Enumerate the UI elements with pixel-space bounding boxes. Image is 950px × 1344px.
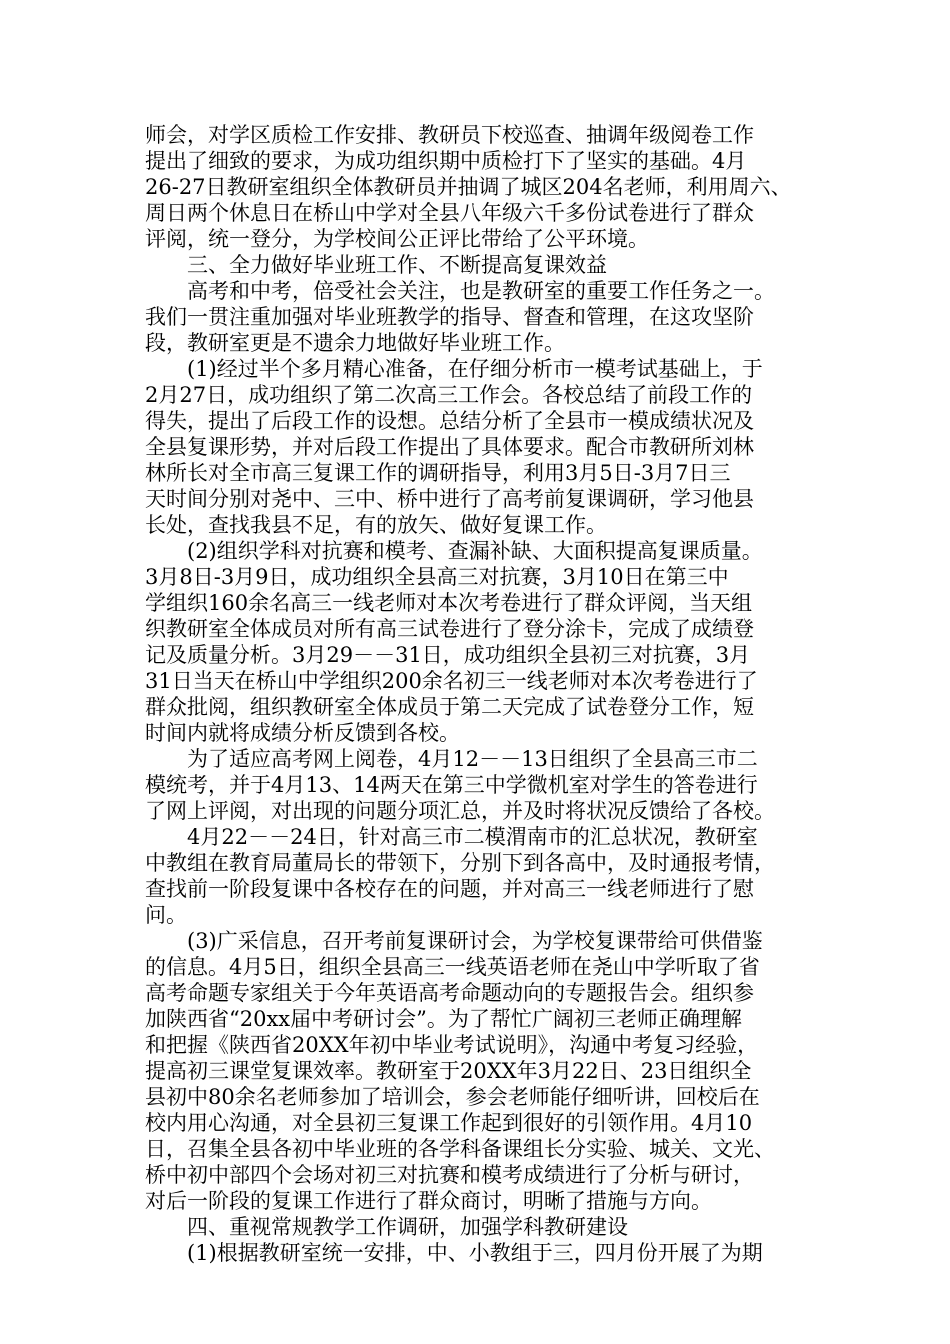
text-line: 林所长对全市高三复课工作的调研指导，利用3月5日-3月7日三 xyxy=(145,461,731,485)
text-line: 三、全力做好毕业班工作、不断提高复课效益 xyxy=(145,253,607,277)
paragraph xyxy=(145,746,835,824)
text-line: 了网上评阅，对出现的问题分项汇总，并及时将状况反馈给了各校。 xyxy=(145,799,775,823)
text-line: 为了适应高考网上阅卷，4月12－－13日组织了全县高三市二 xyxy=(145,747,758,771)
paragraph xyxy=(145,824,835,928)
text-line: 师会，对学区质检工作安排、教研员下校巡查、抽调年级阅卷工作 xyxy=(145,123,754,147)
text-line: 对后一阶段的复课工作进行了群众商讨，明晰了措施与方向。 xyxy=(145,1189,712,1213)
text-line: 日，召集全县各初中毕业班的各学科备课组长分实验、城关、文光、 xyxy=(145,1137,775,1161)
text-line: 提高初三课堂复课效率。教研室于20XX年3月22日、23日组织全 xyxy=(145,1059,752,1083)
text-line: (3)广采信息，召开考前复课研讨会，为学校复课带给可供借鉴 xyxy=(145,929,763,953)
text-line: 我们一贯注重加强对毕业班教学的指导、督查和管理，在这攻坚阶 xyxy=(145,305,754,329)
text-line: 评阅，统一登分，为学校间公正评比带给了公平环境。 xyxy=(145,227,649,251)
text-line: 3月8日-3月9日，成功组织全县高三对抗赛，3月10日在第三中 xyxy=(145,565,729,589)
text-line: 问。 xyxy=(145,903,187,927)
text-line: 记及质量分析。3月29－－31日，成功组织全县初三对抗赛，3月 xyxy=(145,643,751,667)
paragraph xyxy=(145,356,835,538)
paragraph xyxy=(145,538,835,746)
text-line: (2)组织学科对抗赛和模考、查漏补缺、大面积提高复课质量。 xyxy=(145,539,763,563)
text-line: 周日两个休息日在桥山中学对全县八年级六千多份试卷进行了群众 xyxy=(145,201,754,225)
text-line: 高考和中考，倍受社会关注，也是教研室的重要工作任务之一。 xyxy=(145,279,775,303)
text-line: 学组织160余名高三一线老师对本次考卷进行了群众评阅，当天组 xyxy=(145,591,753,615)
paragraph xyxy=(145,928,835,1214)
text-line: 得失，提出了后段工作的设想。总结分析了全县市一模成绩状况及 xyxy=(145,409,754,433)
text-line: 提出了细致的要求，为成功组织期中质检打下了坚实的基础。4月 xyxy=(145,149,747,173)
text-line: 长处，查找我县不足，有的放矢、做好复课工作。 xyxy=(145,513,607,537)
paragraph xyxy=(145,252,835,278)
text-line: 天时间分别对尧中、三中、桥中进行了高考前复课调研，学习他县 xyxy=(145,487,754,511)
text-line: 群众批阅，组织教研室全体成员于第二天完成了试卷登分工作，短 xyxy=(145,695,754,719)
paragraph xyxy=(145,278,835,356)
text-line: 4月22－－24日，针对高三市二模渭南市的汇总状况，教研室 xyxy=(145,825,758,849)
text-line: 高考命题专家组关于今年英语高考命题动向的专题报告会。组织参 xyxy=(145,981,754,1005)
text-line: 26-27日教研室组织全体教研员并抽调了城区204名老师，利用周六、 xyxy=(145,175,792,199)
paragraph xyxy=(145,1214,835,1240)
text-line: 2月27日，成功组织了第二次高三工作会。各校总结了前段工作的 xyxy=(145,383,753,407)
text-line: 织教研室全体成员对所有高三试卷进行了登分涂卡，完成了成绩登 xyxy=(145,617,754,641)
text-line: 和把握《陕西省20XX年初中毕业考试说明》，沟通中考复习经验， xyxy=(145,1033,759,1057)
text-line: 校内用心沟通，对全县初三复课工作起到很好的引领作用。4月10 xyxy=(145,1111,753,1135)
text-line: 的信息。4月5日，组织全县高三一线英语老师在尧山中学听取了省 xyxy=(145,955,760,979)
text-line: 查找前一阶段复课中各校存在的问题，并对高三一线老师进行了慰 xyxy=(145,877,754,901)
text-line: (1)经过半个多月精心准备，在仔细分析市一模考试基础上，于 xyxy=(145,357,763,381)
paragraph xyxy=(145,122,835,252)
text-line: 31日当天在桥山中学组织200余名初三一线老师对本次考卷进行了 xyxy=(145,669,758,693)
text-line: (1)根据教研室统一安排，中、小教组于三，四月份开展了为期 xyxy=(145,1241,763,1265)
text-line: 四、重视常规教学工作调研，加强学科教研建设 xyxy=(145,1215,628,1239)
text-line: 全县复课形势，并对后段工作提出了具体要求。配合市教研所刘林 xyxy=(145,435,754,459)
text-line: 桥中初中部四个会场对初三对抗赛和模考成绩进行了分析与研讨， xyxy=(145,1163,754,1187)
text-line: 中教组在教育局董局长的带领下，分别下到各高中，及时通报考情， xyxy=(145,851,775,875)
text-line: 段，教研室更是不遗余力地做好毕业班工作。 xyxy=(145,331,565,355)
document-body xyxy=(145,122,835,1266)
text-line: 时间内就将成绩分析反馈到各校。 xyxy=(145,721,460,745)
paragraph xyxy=(145,1240,835,1266)
text-line: 加陕西省“20xx届中考研讨会”。为了帮忙广阔初三老师正确理解 xyxy=(145,1007,742,1031)
text-line: 模统考，并于4月13、14两天在第三中学微机室对学生的答卷进行 xyxy=(145,773,758,797)
text-line: 县初中80余名老师参加了培训会，参会老师能仔细听讲，回校后在 xyxy=(145,1085,760,1109)
